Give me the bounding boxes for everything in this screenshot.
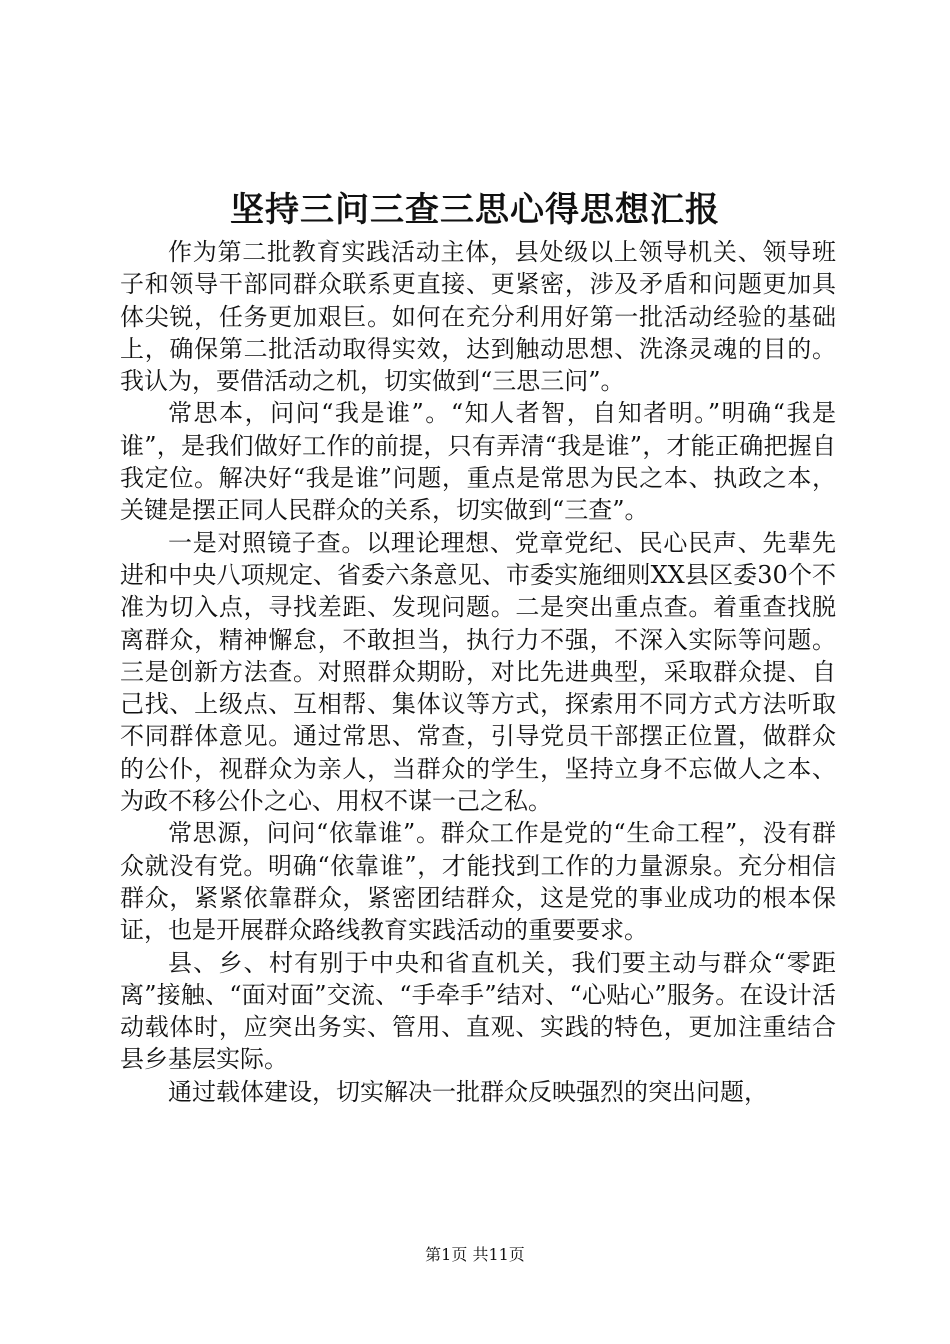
paragraph: 作为第二批教育实践活动主体，县处级以上领导机关、领导班子和领导干部同群众联系更直接、更紧密，涉及矛盾和问题更加具体尖锐，任务更加艰巨。如何在充分利用好第一批活动经验的基础上，确保第二批活动取得实效，达到触动思想、洗涤灵魂的目的。我认为，要借活动之机，切实做到“三思三问”。: [120, 238, 836, 396]
paragraph: 常思本，问问“我是谁”。“知人者智，自知者明。”明确“我是谁”，是我们做好工作的前提，只有弄清“我是谁”，才能正确把握自我定位。解决好“我是谁”问题，重点是常思为民之本、执政之本，关键是摆正同人民群众的关系，切实做到“三查”。: [120, 399, 836, 525]
paragraph: 县、乡、村有别于中央和省直机关，我们要主动与群众“零距离”接触、“面对面”交流、“手牵手”结对、“心贴心”服务。在设计活动载体时，应突出务实、管用、直观、实践的特色，更加注重结合县乡基层实际。: [120, 948, 836, 1074]
paragraph: 通过载体建设，切实解决一批群众反映强烈的突出问题，: [168, 1077, 768, 1106]
paragraph: 常思源，问问“依靠谁”。群众工作是党的“生命工程”，没有群众就没有党。明确“依靠谁”，才能找到工作的力量源泉。充分相信群众，紧紧依靠群众，紧密团结群众，这是党的事业成功的根本保证，也是开展群众路线教育实践活动的重要要求。: [120, 819, 836, 945]
page-footer: 第1页 共11页: [425, 1245, 525, 1264]
paragraph: 一是对照镜子查。以理论理想、党章党纪、民心民声、先辈先进和中央八项规定、省委六条意见、市委实施细则XX县区委30个不准为切入点，寻找差距、发现问题。二是突出重点查。着重查找脱离群众，精神懈怠，不敢担当，执行力不强，不深入实际等问题。三是创新方法查。对照群众期盼，对比先进典型，采取群众提、自己找、上级点、互相帮、集体议等方式，探索用不同方式方法听取不同群体意见。通过常思、常查，引导党员干部摆正位置，做群众的公仆，视群众为亲人，当群众的学生，坚持立身不忘做人之本、为政不移公仆之心、用权不谋一己之私。: [120, 528, 836, 816]
document-title: 坚持三问三查三思心得思想汇报: [230, 190, 720, 230]
document-body: [120, 236, 836, 1108]
